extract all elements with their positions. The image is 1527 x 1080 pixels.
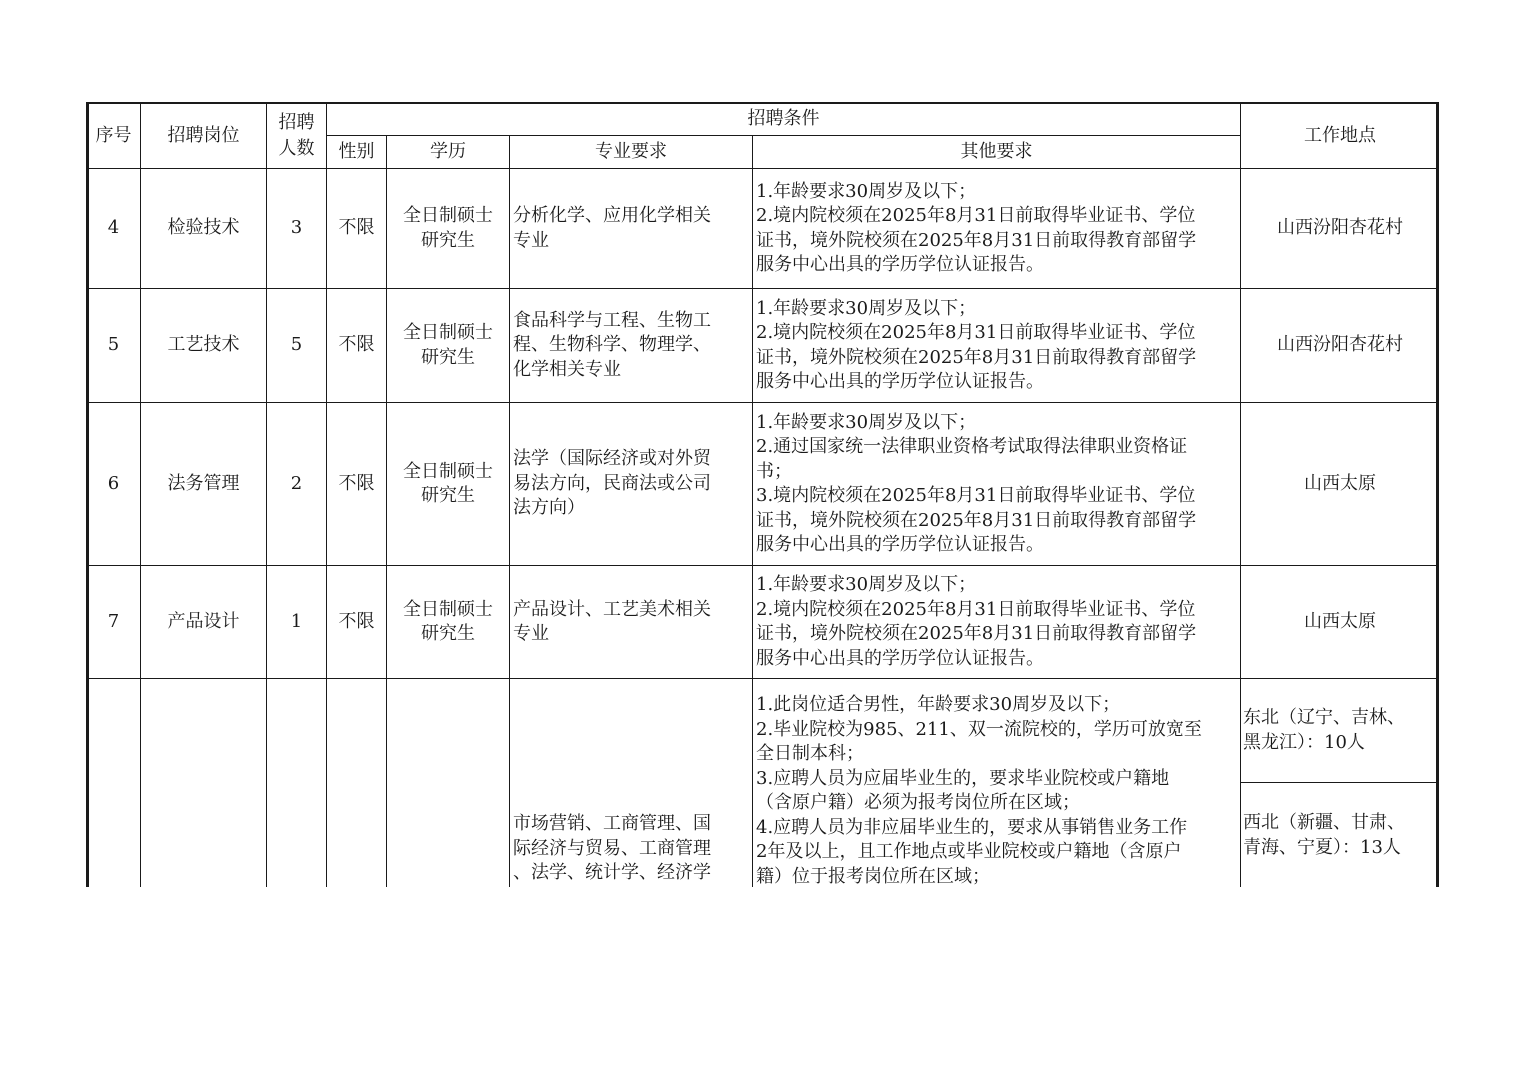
other-requirements-cell	[753, 289, 1241, 403]
education-line: 全日制硕士	[403, 460, 493, 482]
major-line: 分析化学、应用化学相关	[513, 205, 711, 226]
requirement-line: 3.应聘人员为应届毕业生的，要求毕业院校或户籍地	[756, 767, 1170, 789]
requirement-line: 2.境内院校须在2025年8月31日前取得毕业证书、学位	[756, 205, 1196, 226]
major-cell	[510, 403, 753, 566]
requirement-line: 服务中心出具的学历学位认证报告。	[756, 647, 1044, 669]
location-line: 黑龙江）：10人	[1243, 731, 1365, 753]
major-cell	[510, 289, 753, 403]
location-line: 西北（新疆、甘肃、	[1243, 812, 1405, 834]
education-line: 全日制硕士	[403, 205, 493, 226]
education-line: 研究生	[421, 623, 475, 644]
table-row	[87, 403, 1440, 566]
major-line: 、法学、统计学、经济学	[513, 862, 711, 883]
location-region-cell	[1241, 783, 1440, 887]
major-line: 易法方向，民商法或公司	[513, 472, 711, 494]
seq-cell: 5	[87, 289, 141, 403]
requirement-line: 证书，境外院校须在2025年8月31日前取得教育部留学	[756, 623, 1197, 644]
header-conditions: 招聘条件	[327, 103, 1241, 136]
requirement-line: 1.年龄要求30周岁及以下；	[756, 574, 977, 595]
table-row	[87, 679, 1440, 783]
other-requirements-cell	[753, 679, 1241, 888]
count-cell: 1	[267, 566, 327, 679]
requirement-line: 服务中心出具的学历学位认证报告。	[756, 534, 1044, 555]
position-cell: 法务管理	[141, 403, 267, 566]
education-cell	[387, 679, 510, 888]
education-cell	[387, 289, 510, 403]
location-cell: 山西汾阳杏花村	[1241, 289, 1440, 403]
seq-cell	[87, 679, 141, 888]
major-cell	[510, 679, 753, 888]
location-cell: 山西太原	[1241, 566, 1440, 679]
requirement-line: 籍）位于报考岗位所在区域；	[756, 865, 990, 887]
education-line: 研究生	[421, 485, 475, 506]
count-cell: 3	[267, 169, 327, 289]
position-cell: 工艺技术	[141, 289, 267, 403]
requirement-line: 1.此岗位适合男性，年龄要求30周岁及以下；	[756, 694, 1121, 715]
education-line: 全日制硕士	[403, 322, 493, 343]
count-cell: 2	[267, 403, 327, 566]
header-major: 专业要求	[510, 136, 753, 169]
major-line: 法学（国际经济或对外贸	[513, 448, 711, 470]
header-row-top	[87, 103, 1440, 136]
requirement-line: 服务中心出具的学历学位认证报告。	[756, 371, 1044, 392]
other-requirements-cell	[753, 566, 1241, 679]
header-position: 招聘岗位	[141, 103, 267, 169]
requirement-line: （含原户籍）必须为报考岗位所在区域；	[756, 792, 1080, 813]
requirement-line: 2.境内院校须在2025年8月31日前取得毕业证书、学位	[756, 598, 1196, 620]
major-line: 程、生物科学、物理学、	[513, 334, 711, 356]
education-line: 全日制硕士	[403, 598, 493, 620]
requirement-line: 证书，境外院校须在2025年8月31日前取得教育部留学	[756, 346, 1197, 368]
requirement-line: 全日制本科；	[756, 743, 864, 764]
requirement-line: 2.通过国家统一法律职业资格考试取得法律职业资格证	[756, 436, 1188, 457]
location-line: 青海、宁夏）：13人	[1243, 836, 1401, 858]
position-cell: 检验技术	[141, 169, 267, 289]
table-viewport	[86, 102, 1439, 887]
education-cell	[387, 403, 510, 566]
table-row	[87, 169, 1440, 289]
seq-cell: 4	[87, 169, 141, 289]
position-cell: 产品设计	[141, 566, 267, 679]
major-line: 产品设计、工艺美术相关	[513, 598, 711, 620]
education-line: 研究生	[421, 229, 475, 251]
gender-cell: 不限	[327, 566, 387, 679]
gender-cell: 不限	[327, 169, 387, 289]
count-cell: 5	[267, 289, 327, 403]
header-seq: 序号	[87, 103, 141, 169]
table-row	[87, 289, 1440, 403]
requirement-line: 2.毕业院校为985、211、双一流院校的，学历可放宽至	[756, 718, 1202, 740]
education-cell	[387, 169, 510, 289]
recruitment-table	[86, 102, 1439, 887]
location-line: 东北（辽宁、吉林、	[1243, 707, 1405, 729]
table-row	[87, 566, 1440, 679]
major-line: 化学相关专业	[513, 358, 621, 380]
location-region-cell	[1241, 679, 1440, 783]
gender-cell: 不限	[327, 289, 387, 403]
major-cell	[510, 566, 753, 679]
major-line: 专业	[513, 623, 549, 644]
major-cell	[510, 169, 753, 289]
requirement-line: 3.境内院校须在2025年8月31日前取得毕业证书、学位	[756, 485, 1196, 506]
major-line: 法方向）	[513, 497, 585, 519]
requirement-line: 1.年龄要求30周岁及以下；	[756, 297, 977, 319]
requirement-line: 书；	[756, 460, 792, 482]
education-cell	[387, 566, 510, 679]
major-line: 市场营销、工商管理、国	[513, 813, 711, 834]
requirement-line: 1.年龄要求30周岁及以下；	[756, 180, 977, 202]
requirement-line: 2.境内院校须在2025年8月31日前取得毕业证书、学位	[756, 322, 1196, 343]
major-line: 食品科学与工程、生物工	[513, 309, 711, 331]
seq-cell: 7	[87, 566, 141, 679]
count-cell	[267, 679, 327, 888]
education-line: 研究生	[421, 346, 475, 368]
requirement-line: 2年及以上，且工作地点或毕业院校或户籍地（含原户	[756, 841, 1182, 862]
requirement-line: 证书，境外院校须在2025年8月31日前取得教育部留学	[756, 509, 1197, 531]
header-other: 其他要求	[753, 136, 1241, 169]
location-cell: 山西太原	[1241, 403, 1440, 566]
header-count: 招聘 人数	[267, 103, 327, 169]
requirement-line: 4.应聘人员为非应届毕业生的，要求从事销售业务工作	[756, 816, 1188, 838]
header-education: 学历	[387, 136, 510, 169]
major-line: 际经济与贸易、工商管理	[513, 837, 711, 859]
other-requirements-cell	[753, 403, 1241, 566]
header-location: 工作地点	[1241, 103, 1440, 169]
gender-cell	[327, 679, 387, 888]
other-requirements-cell	[753, 169, 1241, 289]
gender-cell: 不限	[327, 403, 387, 566]
major-line: 专业	[513, 229, 549, 251]
requirement-line: 证书，境外院校须在2025年8月31日前取得教育部留学	[756, 229, 1197, 251]
header-gender: 性别	[327, 136, 387, 169]
requirement-line: 服务中心出具的学历学位认证报告。	[756, 254, 1044, 275]
seq-cell: 6	[87, 403, 141, 566]
position-cell	[141, 679, 267, 888]
requirement-line: 1.年龄要求30周岁及以下；	[756, 411, 977, 433]
location-cell: 山西汾阳杏花村	[1241, 169, 1440, 289]
